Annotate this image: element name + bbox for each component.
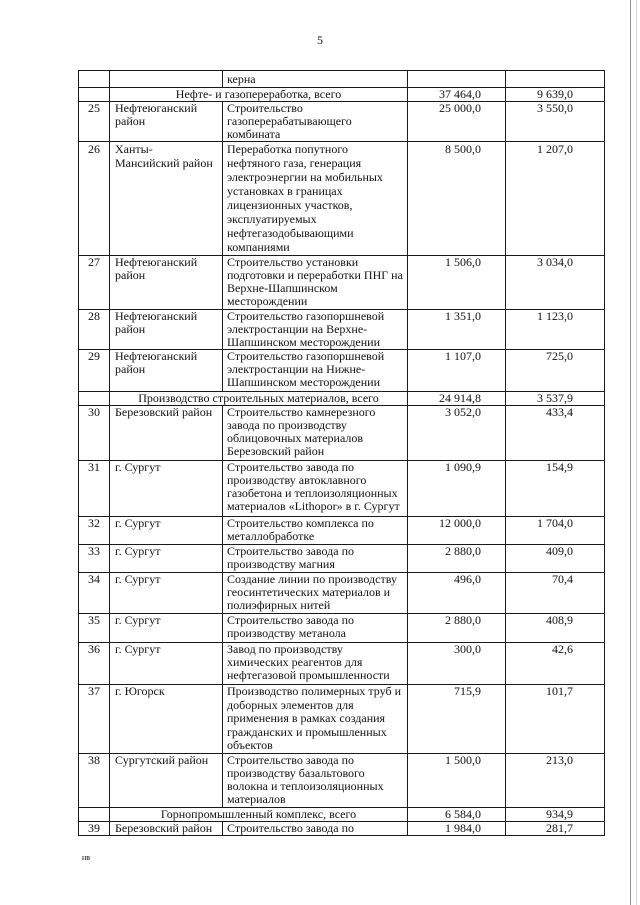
district-cell: г. Сургут [110,517,223,545]
row-number: 27 [79,256,110,310]
value-1-cell: 6 584,0 [408,808,506,822]
row-number: 33 [79,545,110,573]
table-row [79,256,605,310]
subtotal-label: Нефте- и газопереработка, всего [110,88,408,102]
value-2-cell: 42,6 [506,643,605,685]
row-number: 37 [79,685,110,754]
value-1-cell: 715,9 [408,685,506,754]
row-number: 34 [79,573,110,614]
value-2-cell: 934,9 [506,808,605,822]
table-row [79,545,605,573]
value-2-cell: 1 207,0 [506,142,605,256]
district-cell: Нефтеюганский район [110,350,223,392]
district-cell: Сургутский район [110,754,223,808]
table-row [79,573,605,614]
value-1-cell: 300,0 [408,643,506,685]
district-cell: г. Сургут [110,573,223,614]
value-1-cell: 1 984,0 [408,822,506,836]
value-1-cell: 2 880,0 [408,545,506,573]
value-1-cell: 24 914,8 [408,392,506,406]
project-cell: Строительство газопоршневой электростанции на Нижне- Шапшинском месторождении [223,350,408,392]
row-number: 39 [79,822,110,836]
value-2-cell: 281,7 [506,822,605,836]
investment-projects-table [78,70,605,836]
subtotal-label: Горнопромышленный комплекс, всего [110,808,408,822]
row-number: 26 [79,142,110,256]
district-cell: г. Сургут [110,643,223,685]
value-1-cell: 1 351,0 [408,310,506,350]
row-number: 31 [79,461,110,517]
page-number: 5 [317,33,323,47]
row-number [79,808,110,822]
project-cell: Строительство завода по производству автоклавного газобетона и теплоизоляционных материалов «Lithopor» в г. Сургут [223,461,408,517]
project-cell: Переработка попутного нефтяного газа, генерация электроэнергии на мобильных установках в границах лицензионных участков, эксплуатируемых нефтегазодобывающими компаниями [223,142,408,256]
subtotal-label: Производство строительных материалов, всего [110,392,408,406]
table-row [79,517,605,545]
table-row [79,822,605,836]
district-cell: г. Югорск [110,685,223,754]
row-number: 35 [79,614,110,643]
row-number: 29 [79,350,110,392]
district-cell: Ханты- Мансийский район [110,142,223,256]
district-cell: г. Сургут [110,614,223,643]
scan-edge-line [636,0,637,905]
row-number: 30 [79,406,110,461]
district-cell [110,71,223,88]
project-cell: Строительство установки подготовки и переработки ПНГ на Верхне-Шапшинском месторождении [223,256,408,310]
value-2-cell: 101,7 [506,685,605,754]
district-cell: г. Сургут [110,461,223,517]
table-row [79,614,605,643]
row-number [79,71,110,88]
district-cell: Нефтеюганский район [110,256,223,310]
value-1-cell: 1 506,0 [408,256,506,310]
table-row [79,310,605,350]
project-cell: Строительство газоперерабатывающего комбината [223,102,408,142]
value-1-cell: 3 052,0 [408,406,506,461]
table-row [79,461,605,517]
value-2-cell: 3 034,0 [506,256,605,310]
subtotal-row [79,808,605,822]
project-cell: Строительство комплекса по металлобработке [223,517,408,545]
value-2-cell: 213,0 [506,754,605,808]
row-number: 38 [79,754,110,808]
footer-mark: нв [82,853,91,862]
project-cell: Строительство завода по производству магния [223,545,408,573]
table-row [79,643,605,685]
value-2-cell: 3 550,0 [506,102,605,142]
project-cell: Строительство завода по производству базальтового волокна и теплоизоляционных материалов [223,754,408,808]
district-cell: Нефтеюганский район [110,102,223,142]
project-cell: Производство полимерных труб и доборных элементов для применения в рамках создания гражданских и промышленных объектов [223,685,408,754]
project-cell: Строительство завода по [223,822,408,836]
project-cell: керна [223,71,408,88]
row-number: 32 [79,517,110,545]
row-number: 25 [79,102,110,142]
project-cell: Строительство камнерезного завода по производству облицовочных материалов Березовский район [223,406,408,461]
scan-edge-line [630,0,631,905]
table-row [79,406,605,461]
value-2-cell: 725,0 [506,350,605,392]
value-2-cell: 154,9 [506,461,605,517]
table-row [79,350,605,392]
value-1-cell: 496,0 [408,573,506,614]
value-1-cell: 1 500,0 [408,754,506,808]
value-1-cell: 1 107,0 [408,350,506,392]
value-1-cell: 12 000,0 [408,517,506,545]
project-cell: Строительство завода по производству метанола [223,614,408,643]
table-row [79,754,605,808]
project-cell: Строительство газопоршневой электростанции на Верхне- Шапшинском месторождении [223,310,408,350]
value-2-cell: 70,4 [506,573,605,614]
value-1-cell: 2 880,0 [408,614,506,643]
value-1-cell: 25 000,0 [408,102,506,142]
value-2-cell: 9 639,0 [506,88,605,102]
table-row [79,102,605,142]
table-row [79,685,605,754]
row-number: 36 [79,643,110,685]
value-2-cell: 1 123,0 [506,310,605,350]
value-1-cell [408,71,506,88]
value-2-cell: 433,4 [506,406,605,461]
project-cell: Создание линии по производству геосинтетических материалов и полиэфирных нитей [223,573,408,614]
value-2-cell: 1 704,0 [506,517,605,545]
district-cell: г. Сургут [110,545,223,573]
subtotal-row [79,88,605,102]
district-cell: Нефтеюганский район [110,310,223,350]
subtotal-row [79,392,605,406]
table-row [79,142,605,256]
value-2-cell [506,71,605,88]
value-1-cell: 8 500,0 [408,142,506,256]
value-2-cell: 3 537,9 [506,392,605,406]
district-cell: Березовский район [110,406,223,461]
row-number [79,88,110,102]
value-2-cell: 409,0 [506,545,605,573]
value-1-cell: 37 464,0 [408,88,506,102]
continuation-row [79,71,605,88]
value-1-cell: 1 090,9 [408,461,506,517]
row-number: 28 [79,310,110,350]
district-cell: Березовский район [110,822,223,836]
project-cell: Завод по производству химических реагентов для нефтегазовой промышленности [223,643,408,685]
row-number [79,392,110,406]
value-2-cell: 408,9 [506,614,605,643]
